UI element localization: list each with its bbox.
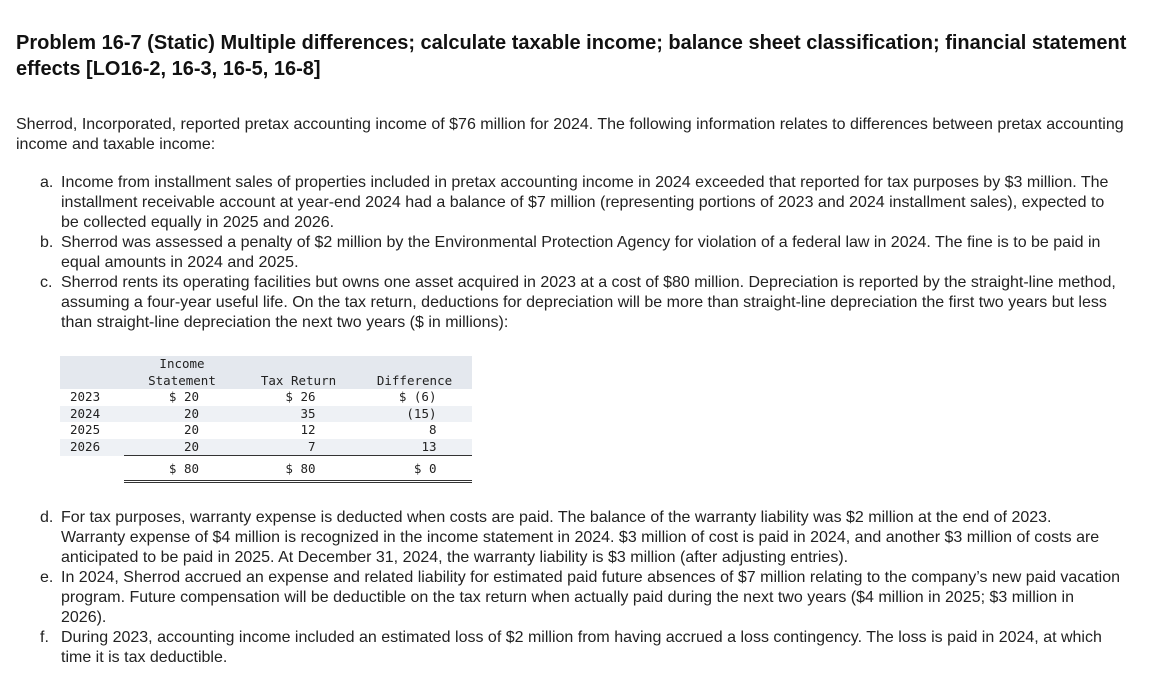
diff-cell: (15) bbox=[406, 405, 437, 421]
list-marker: b. bbox=[40, 234, 54, 251]
list-item-text: Income from installment sales of properties included in pretax accounting income in 2024 exceeded that reported for tax purposes by $3 million. The installment receivable account at year-end 2024 had a balance of $7 million (representing portions of 2023 and 2024 installment sales), expected to be collected equally in 2025 and 2026. bbox=[61, 174, 1109, 231]
list-item-text: Sherrod rents its operating facilities but owns one asset acquired in 2023 at a cost of $80 million. Depreciation is reported by the straight-line method, assuming a four-year useful life. On the tax return, deductions for depreciation will be more than straight-line depreciation the first two years but less than straight-line depreciation the next two years ($ in millions): bbox=[61, 274, 1116, 331]
difference-list-top bbox=[40, 173, 1120, 333]
diff-cell: $ (6) bbox=[398, 389, 437, 405]
income-cell: 20 bbox=[183, 438, 199, 454]
income-cell: $ 20 bbox=[168, 389, 199, 405]
header-difference: Difference bbox=[357, 373, 472, 390]
diff-total: $ 0 bbox=[413, 461, 437, 476]
table-total-row bbox=[60, 456, 472, 482]
income-total: $ 80 bbox=[168, 461, 199, 476]
year-cell: 2026 bbox=[60, 439, 124, 456]
table-row bbox=[60, 406, 472, 423]
tax-cell: 12 bbox=[300, 422, 316, 438]
list-marker: a. bbox=[40, 174, 54, 191]
year-cell: 2024 bbox=[60, 406, 124, 423]
list-item-a bbox=[40, 173, 1120, 233]
header-tax-return: Tax Return bbox=[240, 373, 357, 390]
list-item-text: Sherrod was assessed a penalty of $2 million by the Environmental Protection Agency for violation of a federal law in 2024. The fine is to be paid in equal amounts in 2024 and 2025. bbox=[61, 234, 1101, 271]
list-marker: d. bbox=[40, 509, 54, 526]
year-cell: 2023 bbox=[70, 389, 101, 405]
list-marker: f. bbox=[40, 629, 49, 646]
diff-cell: 8 bbox=[428, 422, 437, 438]
list-item-d bbox=[40, 508, 1120, 568]
income-cell: 20 bbox=[183, 405, 199, 421]
table-row bbox=[60, 422, 472, 439]
list-item-f bbox=[40, 628, 1120, 668]
problem-intro: Sherrod, Incorporated, reported pretax accounting income of $76 million for 2024. The following information relates to differences between pretax accounting income and taxable income: bbox=[16, 116, 1124, 153]
list-item-text: During 2023, accounting income included an estimated loss of $2 million from having accrued a loss contingency. The loss is paid in 2024, at which time it is tax deductible. bbox=[61, 629, 1102, 666]
list-item-text: For tax purposes, warranty expense is deducted when costs are paid. The balance of the warranty liability was $2 million at the end of 2023. Warranty expense of $4 million is recognized in the income statement in 2024. $3 million of cost is paid in 2024, and another $3 million of costs are anticipated to be paid in 2025. At December 31, 2024, the warranty liability is $3 million (after adjusting entries). bbox=[61, 509, 1100, 566]
tax-cell: $ 26 bbox=[285, 389, 316, 405]
header-income-line2: Statement bbox=[124, 373, 240, 390]
list-item-e bbox=[40, 568, 1120, 628]
table-row bbox=[60, 439, 472, 456]
depreciation-table bbox=[60, 356, 472, 483]
problem-title: Problem 16-7 (Static) Multiple differences; calculate taxable income; balance sheet classification; financial statement effects [LO16-2, 16-3, 16-5, 16-8] bbox=[16, 32, 1127, 80]
difference-list-bottom bbox=[40, 508, 1120, 668]
table-row bbox=[60, 389, 472, 406]
income-cell: 20 bbox=[183, 422, 199, 438]
list-marker: c. bbox=[40, 274, 53, 291]
tax-total: $ 80 bbox=[285, 461, 316, 476]
header-income-line1: Income bbox=[124, 356, 240, 373]
tax-cell: 35 bbox=[300, 405, 316, 421]
diff-cell: 13 bbox=[421, 438, 437, 454]
tax-cell: 7 bbox=[307, 438, 316, 454]
header-blank bbox=[60, 356, 124, 373]
list-marker: e. bbox=[40, 569, 54, 586]
list-item-text: In 2024, Sherrod accrued an expense and related liability for estimated paid future absences of $7 million relating to the company’s new paid vacation program. Future compensation will be deductible on the tax return when actually paid during the next two years ($4 million in 2025; $3 million in 2026). bbox=[61, 569, 1121, 626]
year-cell: 2025 bbox=[70, 422, 101, 438]
list-item-b bbox=[40, 233, 1120, 273]
list-item-c bbox=[40, 273, 1120, 333]
